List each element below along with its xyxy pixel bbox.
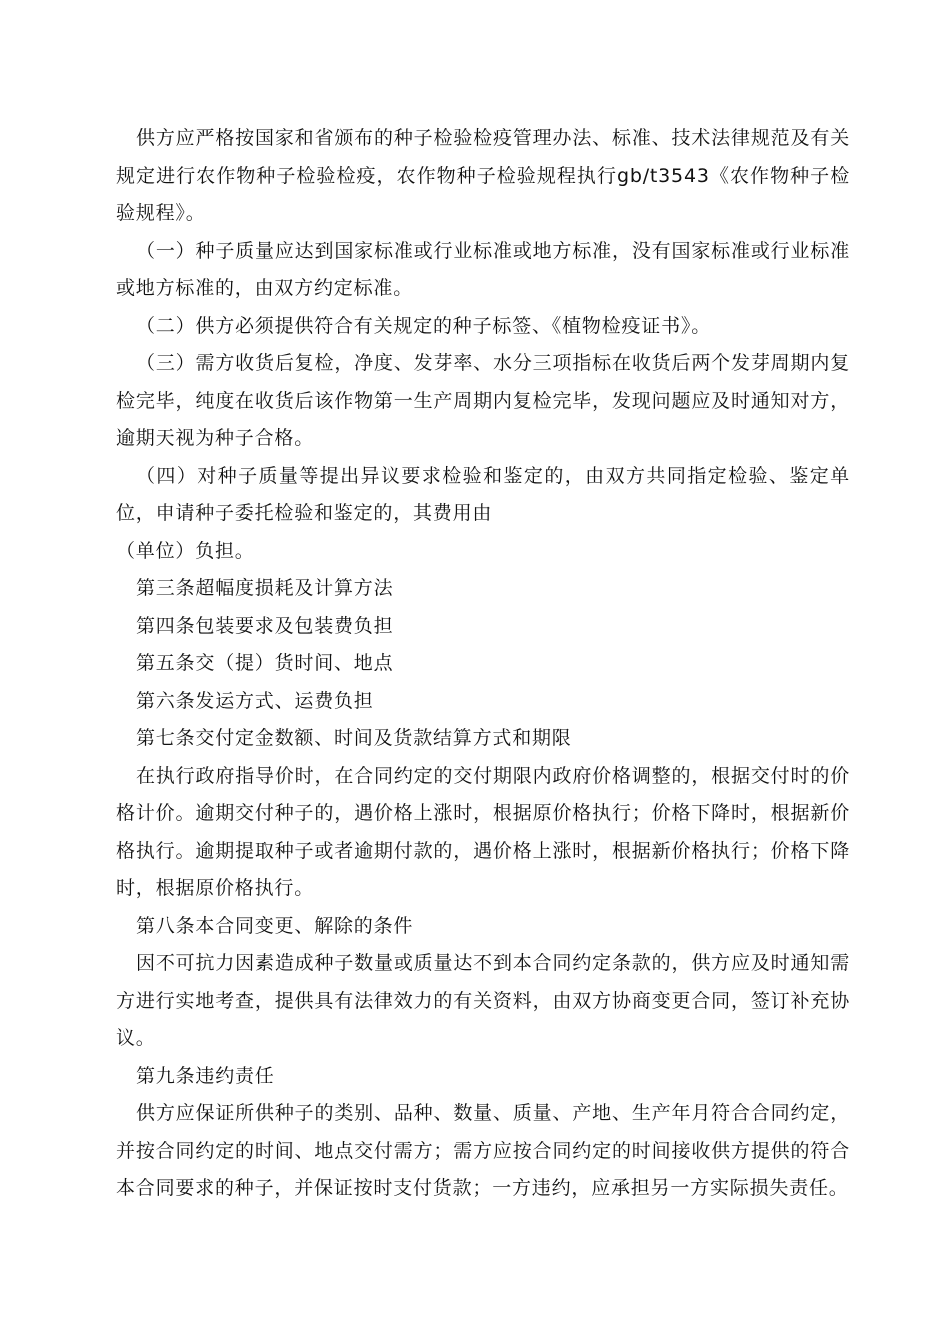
article-6-heading: 第六条发运方式、运费负担	[136, 689, 374, 712]
paragraph-pricing: 在执行政府指导价时，在合同约定的交付期限内政府价格调整的，根据交付时的价格计价。逾期交付种子的，遇价格上涨时，根据原价格执行；价格下降时，根据新价格执行。逾期提取种子或者逾期付款的，遇价格上涨时，根据新价格执行；价格下降时，根据原价格执行。	[116, 764, 850, 899]
article-8-heading: 第八条本合同变更、解除的条件	[136, 914, 414, 937]
paragraph-clause-3: （三）需方收货后复检，净度、发芽率、水分三项指标在收货后两个发芽周期内复检完毕，纯度在收货后该作物第一生产周期内复检完毕，发现问题应及时通知对方，逾期天视为种子合格。	[116, 352, 850, 449]
paragraph-force-majeure: 因不可抗力因素造成种子数量或质量达不到本合同约定条款的，供方应及时通知需方进行实地考查，提供具有法律效力的有关资料，由双方协商变更合同，签订补充协议。	[116, 952, 850, 1049]
article-7-heading: 第七条交付定金数额、时间及货款结算方式和期限	[136, 727, 572, 749]
document-body	[116, 120, 850, 1208]
article-9-heading: 第九条违约责任	[136, 1064, 275, 1087]
article-5-heading: 第五条交（提）货时间、地点	[136, 652, 394, 674]
paragraph-inspection-rules: 供方应严格按国家和省颁布的种子检验检疫管理办法、标准、技术法律规范及有关规定进行农作物种子检验检疫，农作物种子检验规程执行gb/t3543《农作物种子检验规程》。	[116, 127, 850, 224]
paragraph-clause-1: （一）种子质量应达到国家标准或行业标准或地方标准，没有国家标准或行业标准或地方标准的，由双方约定标准。	[116, 239, 850, 299]
paragraph-cost-bearer: （单位）负担。	[116, 539, 255, 562]
article-4-heading: 第四条包装要求及包装费负担	[136, 614, 394, 637]
paragraph-clause-4: （四）对种子质量等提出异议要求检验和鉴定的，由双方共同指定检验、鉴定单位，申请种子委托检验和鉴定的，其费用由	[116, 464, 850, 524]
article-3-heading: 第三条超幅度损耗及计算方法	[136, 577, 394, 599]
paragraph-liability: 供方应保证所供种子的类别、品种、数量、质量、产地、生产年月符合合同约定，并按合同约定的时间、地点交付需方；需方应按合同约定的时间接收供方提供的符合本合同要求的种子，并保证按时支付货款；一方违约，应承担另一方实际损失责任。	[116, 1102, 850, 1199]
paragraph-clause-2: （二）供方必须提供符合有关规定的种子标签、《植物检疫证书》。	[136, 314, 712, 337]
